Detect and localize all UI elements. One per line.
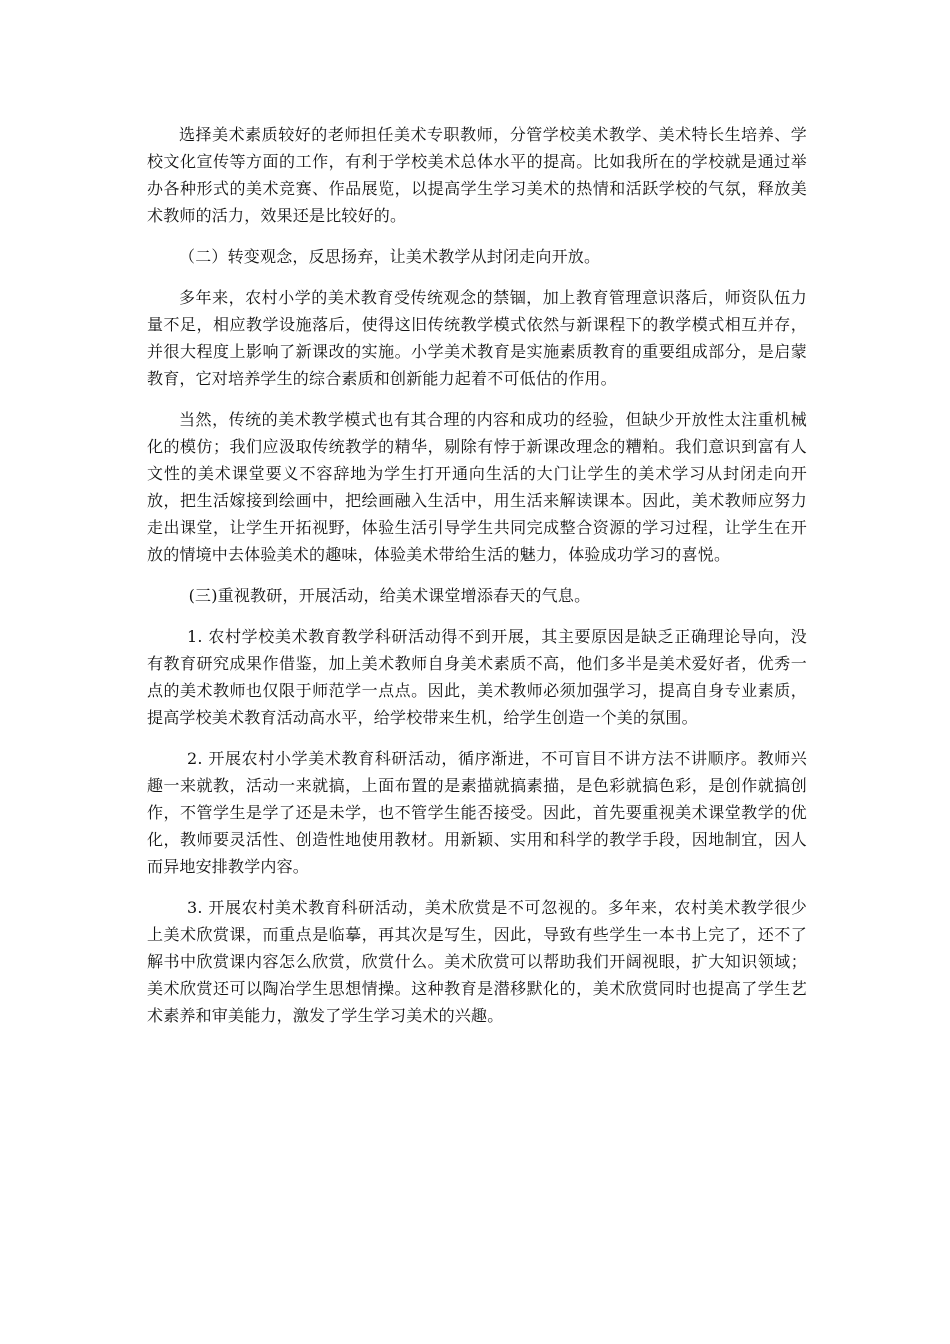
- document-body: [147, 121, 807, 1043]
- paragraph-traditional-model: 当然，传统的美术教学模式也有其合理的内容和成功的经验，但缺少开放性太注重机械化的模仿；我们应汲取传统教学的精华，剔除有悖于新课改理念的糟粕。我们意识到富有人文性的美术课堂要义不容辞地为学生打开通向生活的大门让学生的美术学习从封闭走向开放，把生活嫁接到绘画中，把绘画融入生活中，用生活来解读课本。因此，美术教师应努力走出课堂，让学生开拓视野，体验生活引导学生共同完成整合资源的学习过程，让学生在开放的情境中去体验美术的趣味，体验美术带给生活的魅力，体验成功学习的喜悦。: [147, 410, 807, 564]
- list-item-2: 2. 开展农村小学美术教育科研活动，循序渐进，不可盲目不讲方法不讲顺序。教师兴趣一来就教，活动一来就搞，上面布置的是素描就搞素描，是色彩就搞色彩，是创作就搞创作，不管学生是学了还是未学，也不管学生能否接受。因此，首先要重视美术课堂教学的优化，教师要灵活性、创造性地使用教材。用新颖、实用和科学的教学手段，因地制宜，因人而异地安排教学内容。: [147, 749, 807, 876]
- list-item-3: 3. 开展农村美术教育科研活动，美术欣赏是不可忽视的。多年来，农村美术教学很少上美术欣赏课，而重点是临摹，再其次是写生，因此，导致有些学生一本书上完了，还不了解书中欣赏课内容怎么欣赏，欣赏什么。美术欣赏可以帮助我们开阔视眼，扩大知识领域；美术欣赏还可以陶冶学生思想情操。这种教育是潜移默化的，美术欣赏同时也提高了学生艺术素养和审美能力，激发了学生学习美术的兴趣。: [147, 898, 807, 1025]
- list-item-1: 1. 农村学校美术教育教学科研活动得不到开展，其主要原因是缺乏正确理论导向，没有教育研究成果作借鉴，加上美术教师自身美术素质不高，他们多半是美术爱好者，优秀一点的美术教师也仅限于师范学一点点。因此，美术教师必须加强学习，提高自身专业素质，提高学校美术教育活动高水平，给学校带来生机，给学生创造一个美的氛围。: [147, 627, 807, 727]
- section-heading-3: (三)重视教研，开展活动，给美术课堂增添春天的气息。: [188, 586, 591, 605]
- paragraph-intro: 选择美术素质较好的老师担任美术专职教师，分管学校美术教学、美术特长生培养、学校文化宣传等方面的工作，有利于学校美术总体水平的提高。比如我所在的学校就是通过举办各种形式的美术竞赛、作品展览，以提高学生学习美术的热情和活跃学校的气氛，释放美术教师的活力，效果还是比较好的。: [147, 125, 807, 225]
- section-heading-2: （二）转变观念，反思扬弃，让美术教学从封闭走向开放。: [179, 247, 601, 266]
- paragraph-rural-tradition: 多年来，农村小学的美术教育受传统观念的禁锢，加上教育管理意识落后，师资队伍力量不足，相应教学设施落后，使得这旧传统教学模式依然与新课程下的教学模式相互并存，并很大程度上影响了新课改的实施。小学美术教育是实施素质教育的重要组成部分，是启蒙教育，它对培养学生的综合素质和创新能力起着不可低估的作用。: [147, 288, 807, 388]
